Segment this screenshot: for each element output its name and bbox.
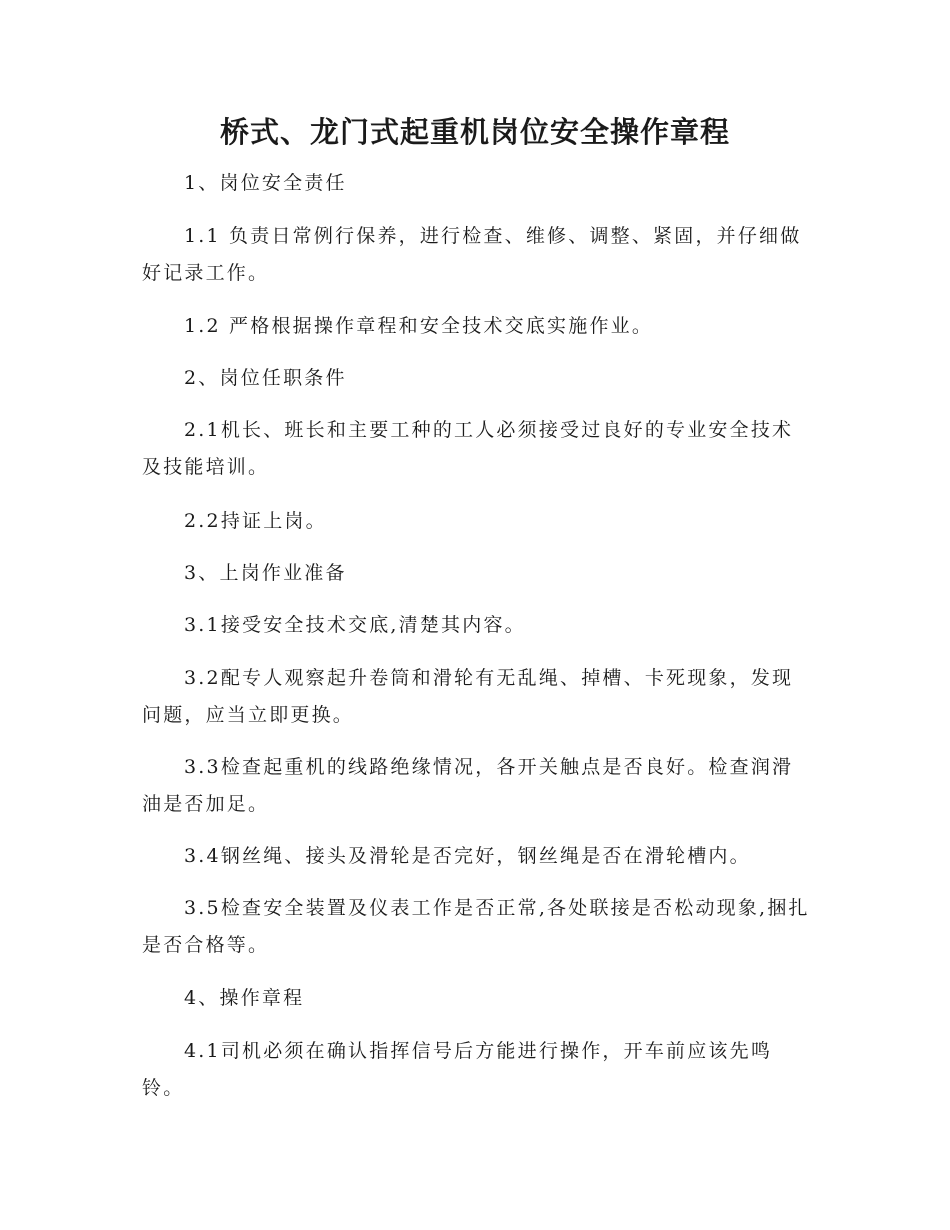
paragraph: 2.1机长、班长和主要工种的工人必须接受过良好的专业安全技术及技能培训。 — [142, 419, 794, 478]
paragraph: 3.1接受安全技术交底,清楚其内容。 — [184, 614, 526, 636]
paragraph: 1.1 负责日常例行保养，进行检查、维修、调整、紧固，并仔细做好记录工作。 — [142, 225, 802, 284]
section-heading: 1、岗位安全责任 — [184, 172, 347, 194]
document-title: 桥式、龙门式起重机岗位安全操作章程 — [219, 115, 730, 149]
section-heading: 3、上岗作业准备 — [184, 562, 347, 584]
paragraph: 4.1司机必须在确认指挥信号后方能进行操作，开车前应该先鸣铃。 — [142, 1040, 773, 1099]
paragraph: 2.2持证上岗。 — [184, 510, 327, 532]
paragraph: 3.4钢丝绳、接头及滑轮是否完好，钢丝绳是否在滑轮槽内。 — [184, 845, 751, 867]
section-heading: 2、岗位任职条件 — [184, 367, 347, 389]
paragraph: 3.2配专人观察起升卷筒和滑轮有无乱绳、掉槽、卡死现象，发现问题，应当立即更换。 — [142, 667, 794, 726]
paragraph: 3.3检查起重机的线路绝缘情况，各开关触点是否良好。检查润滑油是否加足。 — [142, 756, 794, 815]
section-heading: 4、操作章程 — [184, 987, 305, 1009]
paragraph: 3.5检查安全装置及仪表工作是否正常,各处联接是否松动现象,捆扎是否合格等。 — [142, 897, 810, 956]
paragraph: 1.2 严格根据操作章程和安全技术交底实施作业。 — [184, 315, 654, 337]
